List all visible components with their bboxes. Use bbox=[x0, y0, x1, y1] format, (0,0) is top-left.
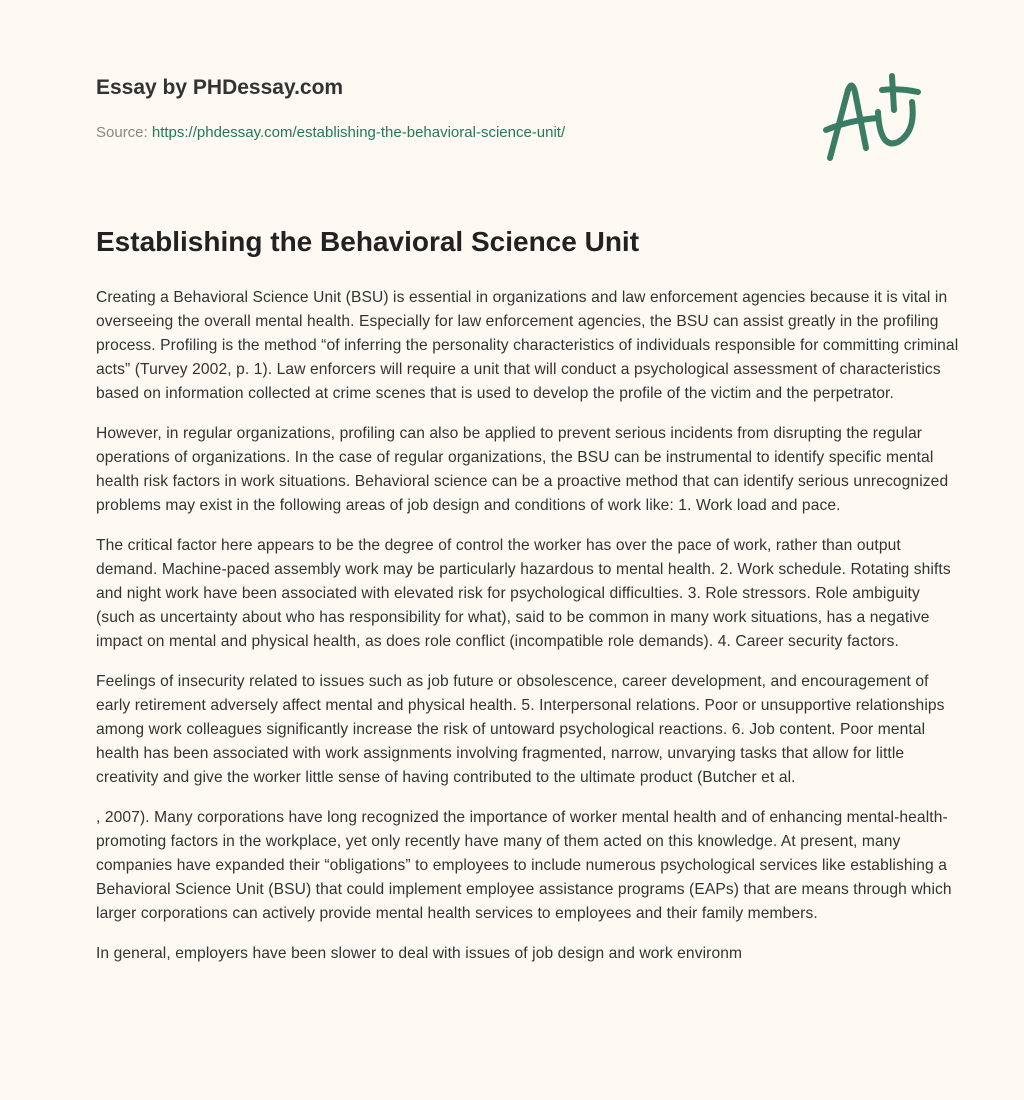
paragraph: In general, employers have been slower to deal with issues of job design and work environm bbox=[96, 945, 743, 962]
site-brand: Essay by PHDessay.com bbox=[96, 76, 344, 99]
source-label: Source: bbox=[96, 124, 148, 141]
source-line bbox=[96, 124, 565, 141]
paragraph: Creating a Behavioral Science Unit (BSU) is essential in organizations and law enforcement agencies because it is vital in overseeing the overall mental health. Especially for law enforcement agencies, the BSU can assist greatly in the profiling process. Profiling is the method “of inferring the personality characteristics of individuals responsible for committing criminal acts” (Turvey 2002, p. 1). Law enforcers will require a unit that will conduct a psychological assessment of characteristics based on information collected at crime scenes that is used to develop the profile of the victim and the perpetrator. bbox=[96, 289, 959, 402]
article-body bbox=[96, 286, 962, 982]
paragraph: The critical factor here appears to be the degree of control the worker has over the pace of work, rather than output demand. Machine-paced assembly work may be particularly hazardous to mental health. 2. Work schedule. Rotating shifts and night work have been associated with elevated risk for psychological difficulties. 3. Role stressors. Role ambiguity (such as uncertainty about who has responsibility for what), said to be common in many work situations, has a negative impact on mental and physical health, as does role conflict (incompatible role demands). 4. Career security factors. bbox=[96, 537, 951, 650]
paragraph: Feelings of insecurity related to issues such as job future or obsolescence, career development, and encouragement of early retirement adversely affect mental and physical health. 5. Interpersonal relations. Poor or unsupportive relationships among work colleagues significantly increase the risk of untoward psychological reactions. 6. Job content. Poor mental health has been associated with work assignments involving fragmented, narrow, unvarying tasks that allow for little creativity and give the worker little sense of having contributed to the ultimate product (Butcher et al. bbox=[96, 673, 945, 786]
paragraph: However, in regular organizations, profiling can also be applied to prevent serious incidents from disrupting the regular operations of organizations. In the case of regular organizations, the BSU can be instrumental to identify specific mental health risk factors in work situations. Behavioral science can be a proactive method that can identify serious unrecognized problems may exist in the following areas of job design and conditions of work like: 1. Work load and pace. bbox=[96, 425, 949, 514]
a-plus-logo-icon bbox=[820, 70, 930, 166]
source-link[interactable]: https://phdessay.com/establishing-the-behavioral-science-unit/ bbox=[151, 124, 566, 141]
article-title: Establishing the Behavioral Science Unit bbox=[96, 226, 640, 257]
paragraph: , 2007). Many corporations have long recognized the importance of worker mental health and of enhancing mental-health-promoting factors in the workplace, yet only recently have many of them acted on this knowledge. At present, many companies have expanded their “obligations” to employees to include numerous psychological services like establishing a Behavioral Science Unit (BSU) that could implement employee assistance programs (EAPs) that are means through which larger corporations can actively provide mental health services to employees and their family members. bbox=[96, 809, 952, 922]
